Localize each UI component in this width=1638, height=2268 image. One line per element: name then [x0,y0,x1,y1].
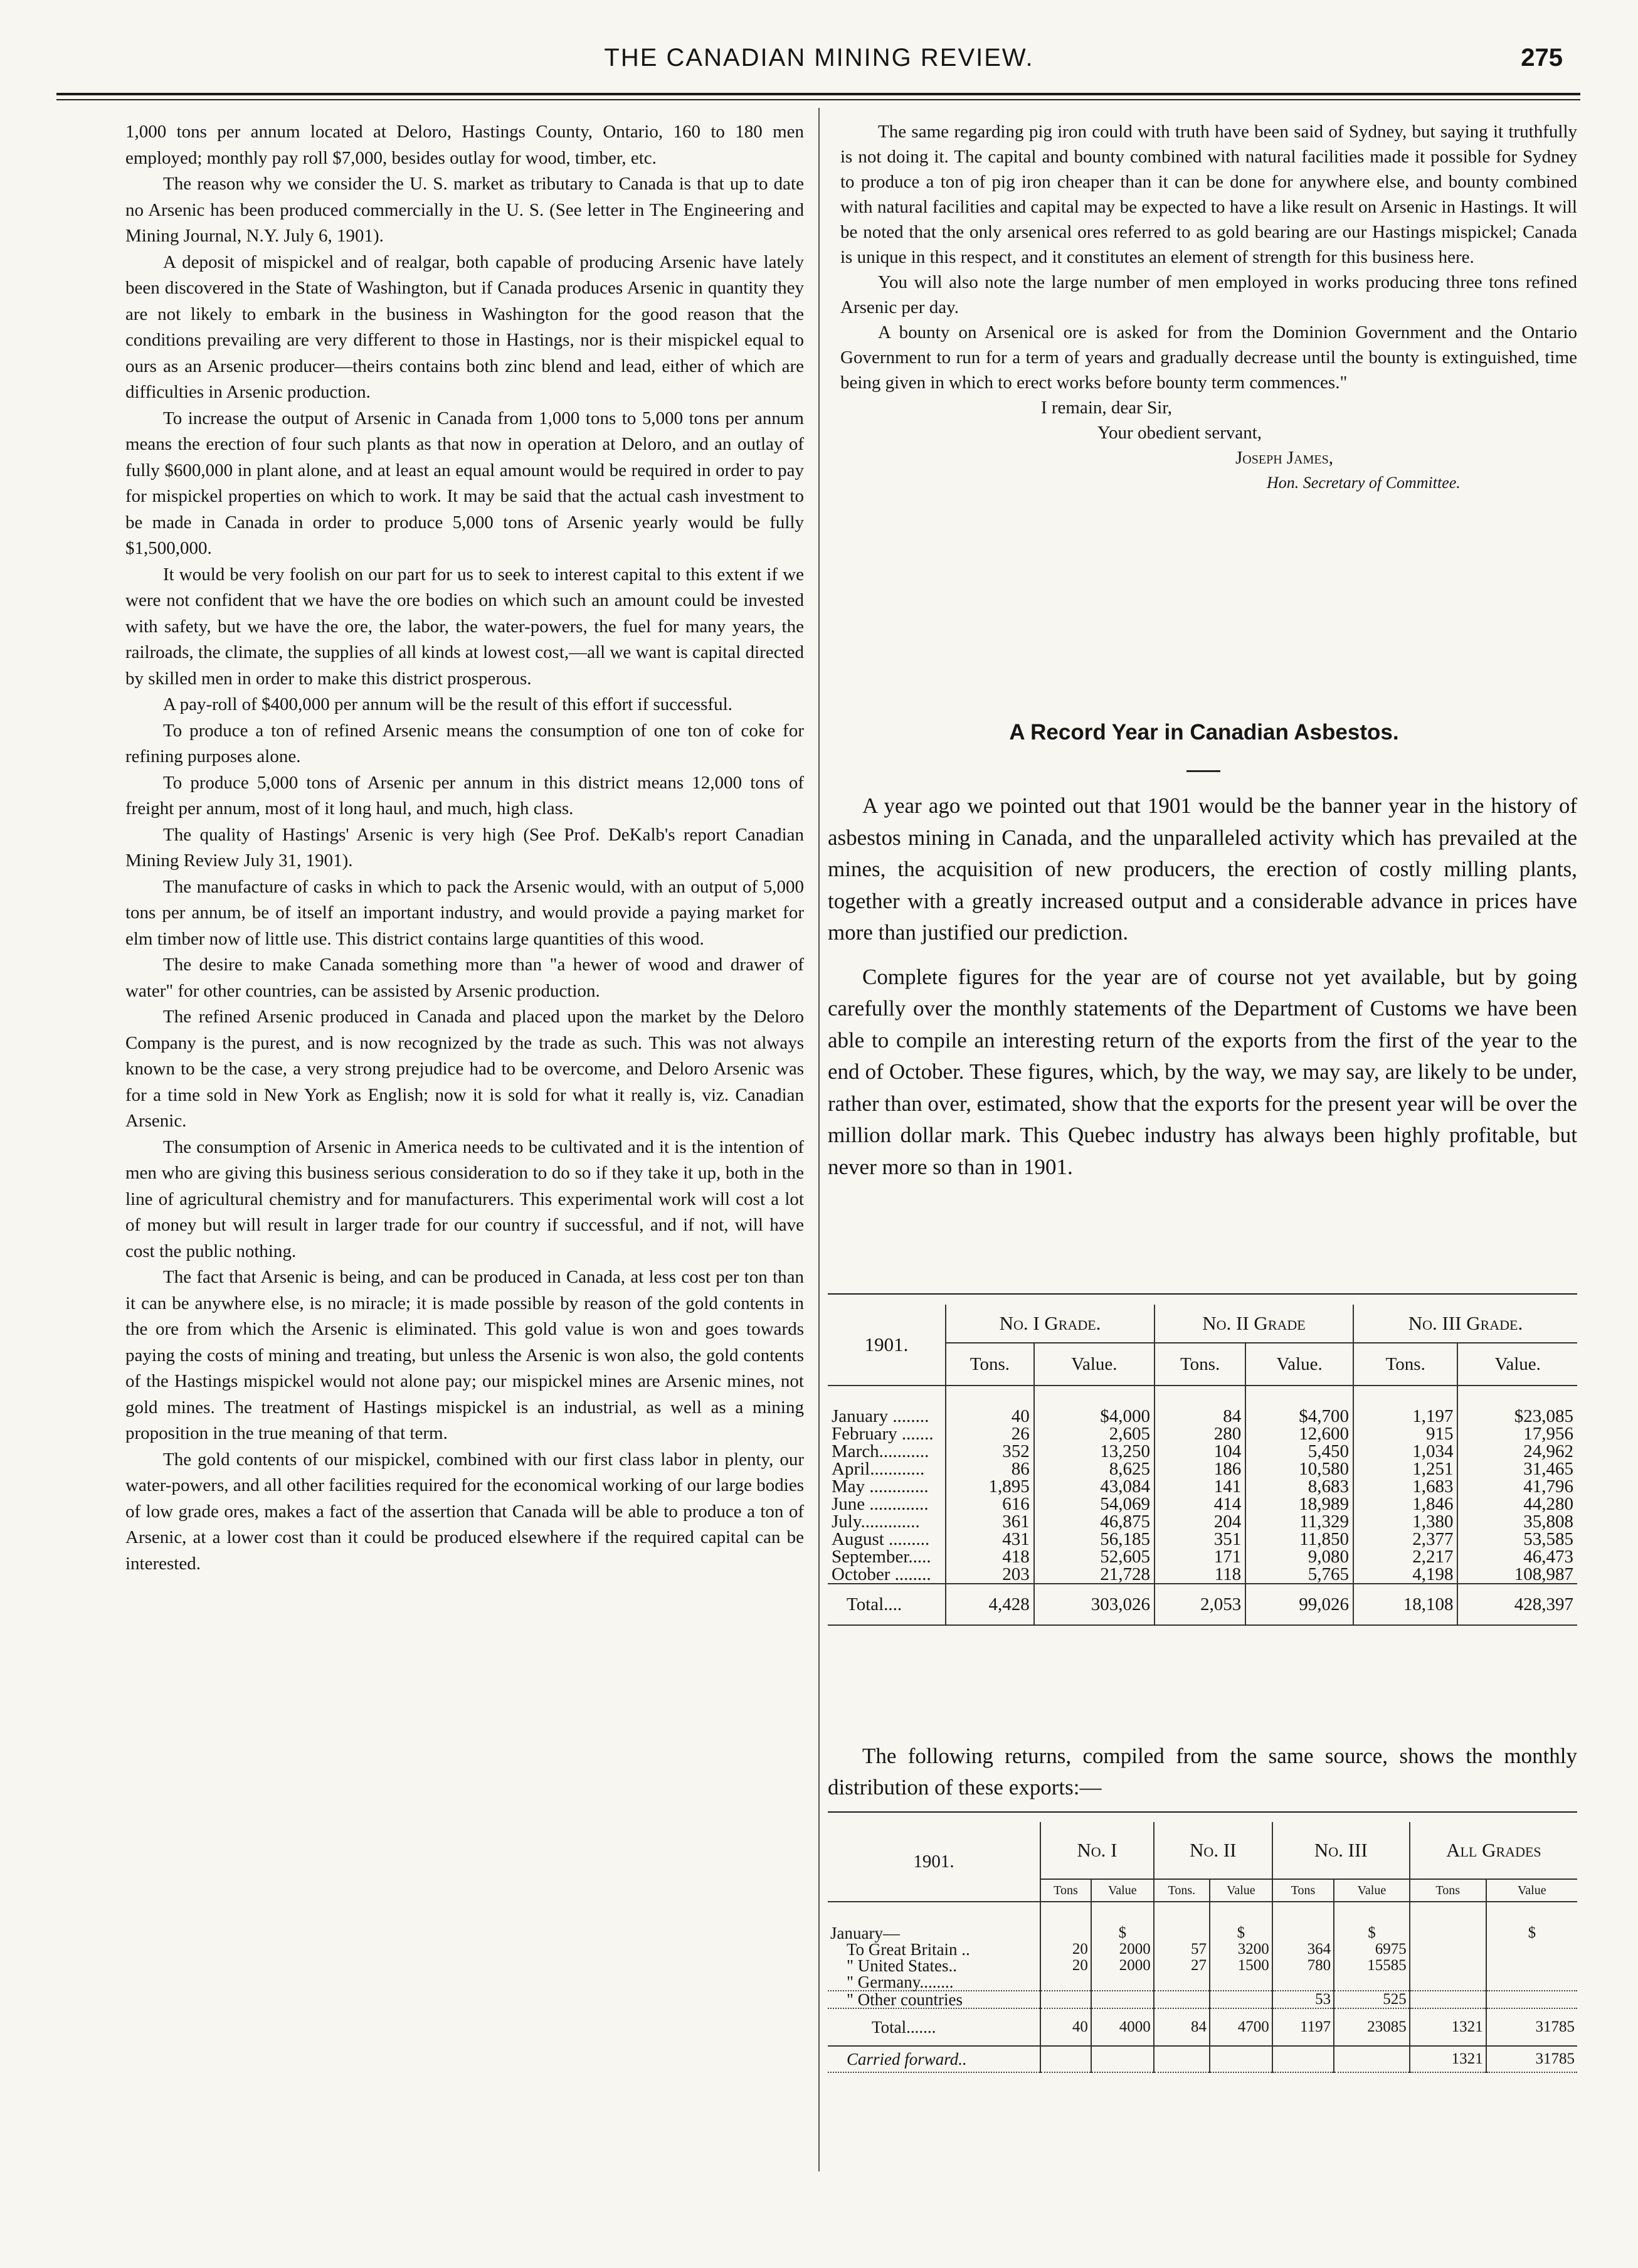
total-cell: 303,026 [1034,1584,1155,1625]
table-cell: 31,465 [1523,1459,1573,1479]
rule-cell [946,1386,1034,1407]
grade-header: No. I Grade. [946,1305,1155,1343]
month-label: February ....... [828,1425,946,1443]
currency-cell [1410,1925,1486,1941]
total-cell: 4700 [1210,2008,1272,2046]
left-paragraph: To increase the output of Arsenic in Canada from 1,000 tons to 5,000 tons per annum means the erection of four such plants as that now in operation at Deloro, and an outlay of fully $600,000 in plant alone, and at least an equal amount would be required in order to pay for mispickel properties on which to work. It may be said that the actual cash investment to be made in Canada in order to produce 5,000 tons of Arsenic yearly would be fully $1,500,000. [125,408,804,558]
table-year-label: 1901. [828,1305,946,1386]
rule-cell [1040,1902,1091,1925]
table-cell: 2,377 [1353,1530,1458,1548]
left-paragraph: A pay-roll of $400,000 per annum will be the result of this effort if successful. [163,694,732,714]
table-cell: 186 [1155,1460,1245,1478]
table-cell: $4,000 [1034,1407,1155,1425]
table-cell: 41,796 [1523,1476,1573,1497]
table-cell: 8,625 [1034,1460,1155,1478]
column-subheader: Value. [1494,1354,1541,1374]
rule-cell [1272,1902,1334,1925]
table-total-row [828,2008,1577,2046]
signature-servant: Your obedient servant, [1097,423,1262,443]
table-row [828,1548,1577,1566]
rule-cell [1410,1902,1486,1925]
rule-cell [1155,1386,1245,1407]
table-cell: 20 [1040,1941,1091,1958]
currency-cell: $ [1091,1925,1154,1941]
rule-cell [1034,1386,1155,1407]
table-cell: 1,895 [946,1478,1034,1495]
rule-cell [828,1386,946,1407]
table-cell [1486,1958,1577,1974]
table-cell: 12,600 [1245,1425,1353,1443]
table-cell: 5,765 [1245,1566,1353,1584]
table-cell [1410,1991,1486,2008]
month-label: August ......... [828,1530,946,1548]
table-cell: 780 [1272,1958,1334,1974]
column-subheader: Tons [1040,1879,1091,1902]
total-label: Total.... [828,1584,946,1625]
column-subheader: Value [1334,1879,1410,1902]
table-cell: 53,585 [1523,1529,1573,1549]
carried-cell [1091,2046,1154,2072]
table-cell: 1500 [1210,1958,1272,1974]
grade-header: No. II [1154,1822,1272,1879]
table-cell: 351 [1155,1530,1245,1548]
table-cell: 13,250 [1034,1443,1155,1460]
table-header-row [828,1305,1577,1343]
table-row [828,1958,1577,1974]
table-cell: 4,198 [1353,1566,1458,1584]
table-cell: 204 [1155,1513,1245,1530]
currency-cell: $ [1528,1924,1536,1941]
letter-paragraph: The same regarding pig iron could with truth have been said of Sydney, but saying it truthfully is not doing it. The capital and bounty combined with natural facilities made it possible for Sydney to produce a ton of pig iron cheaper than it can be done for anywhere else, and bounty combined with natural facilities and capital may be expected to have a like result on Arsenic in Hastings. It will be noted that the only arsenical ores referred to as gold bearing are our Hastings mispickel; Canada is unique in this respect, and it constitutes an element of strength for this business here. [840,122,1577,267]
table-cell [1486,1974,1577,1991]
table-cell [1334,1974,1410,1991]
table-cell [1410,1941,1486,1958]
table-total-row [828,1584,1577,1625]
table-cell [1154,1974,1210,1991]
table-cell: 118 [1155,1566,1245,1584]
table2-top-rule [828,1811,1577,1813]
table-row [828,1991,1577,2008]
table-cell: 24,962 [1523,1441,1573,1461]
total-cell: 4000 [1091,2008,1154,2046]
table-cell: 361 [946,1513,1034,1530]
article-body [828,790,1577,1195]
table-cell: 9,080 [1245,1548,1353,1566]
left-paragraph: The gold contents of our mispickel, combined with our first class labor in plenty, our water-powers, and all other facilities required for the economical working of our large bodies of low grade ores, makes a fact of the assertion that Canada will be able to produce a ton of Arsenic, at a lower cost than it could be produced elsewhere if the required capital can be interested. [125,1449,804,1574]
month-label: September..... [828,1548,946,1566]
month-label: April............ [828,1460,946,1478]
total-cell: 1197 [1272,2008,1334,2046]
header-rule-thick [56,93,1580,95]
total-cell: 31785 [1486,2008,1577,2046]
carried-cell [1334,2046,1410,2072]
column-divider [818,108,820,2171]
table-cell: 1,683 [1353,1478,1458,1495]
carried-cell [1210,2046,1272,2072]
column-subheader: Value [1518,1884,1546,1897]
table-cell: 15585 [1334,1958,1410,1974]
table-cell: 17,956 [1523,1424,1573,1444]
currency-cell [1154,1925,1210,1941]
table-header-row [828,1822,1577,1879]
table-cell: 414 [1155,1495,1245,1513]
table-row [828,1443,1577,1460]
rule-cell [1245,1386,1353,1407]
table-cell: 2,217 [1353,1548,1458,1566]
table-row [828,1407,1577,1425]
left-paragraph: The fact that Arsenic is being, and can be produced in Canada, at less cost per ton than it can be anywhere else, is no miracle; it is made possible by reason of the gold contents in the ore from which the Arsenic is eliminated. This gold value is won and goes towards paying the costs of mining and treating, but unless the Arsenic is won also, the gold contents of the Hastings mispickel would not alone pay; our mispickel mines are Arsenic mines, not gold mines. The treatment of Hastings mispickel is an industrial, as well as a mining proposition in the true meaning of that term. [125,1267,804,1443]
month-label: January— [828,1925,1040,1941]
left-column [125,119,804,1577]
total-cell: 2,053 [1155,1584,1245,1625]
table-cell: 43,084 [1034,1478,1155,1495]
page-number: 275 [1521,44,1563,72]
month-label: May ............. [828,1478,946,1495]
table-cell [1210,1974,1272,1991]
table-cell [1210,1991,1272,2008]
carried-cell: 31785 [1486,2046,1577,2072]
table-row [828,1425,1577,1443]
table2-intro [828,1741,1577,1803]
table-cell: 203 [946,1566,1034,1584]
table-cell: 46,875 [1034,1513,1155,1530]
signature-block [840,395,1577,495]
letter-paragraph: A bounty on Arsenical ore is asked for from the Dominion Government and the Ontario Government to run for a term of years and gradually decrease until the bounty is extinguished, time being given in which to erect works before bounty term commences." [840,322,1577,393]
destination-label: " Germany........ [828,1974,1040,1991]
table-cell: 11,329 [1245,1513,1353,1530]
table-cell: 35,808 [1523,1512,1573,1532]
total-cell: 18,108 [1353,1584,1458,1625]
table-cell: 44,280 [1523,1494,1573,1514]
left-paragraph: It would be very foolish on our part for us to seek to interest capital to this extent if we were not confident that we have the ore bodies on which such an amount could be invested with safety, but we have the ore, the labor, the water-powers, the fuel for many years, the railroads, the climate, the supplies of all kinds at lowest cost,—all we want is capital directed by skilled men in order to make this district prosperous. [125,564,804,689]
table-cell: 1,034 [1353,1443,1458,1460]
table-cell: $23,085 [1514,1406,1573,1426]
table-cell [1091,1991,1154,2008]
table-cell: 11,850 [1245,1530,1353,1548]
table-cell: 1,197 [1353,1407,1458,1425]
currency-cell: $ [1334,1925,1410,1941]
left-paragraph: The quality of Hastings' Arsenic is very high (See Prof. DeKalb's report Canadian Mining Review July 31, 1901). [125,824,804,871]
table-cell [1091,1974,1154,1991]
currency-cell [1040,1925,1091,1941]
table-cell: 1,846 [1353,1495,1458,1513]
table-cell: 525 [1334,1991,1410,2008]
table-cell [1486,1991,1577,2008]
table-cell: 52,605 [1034,1548,1155,1566]
article-paragraph: Complete figures for the year are of course not yet available, but by going carefully over the monthly statements of the Department of Customs we have been able to compile an interesting return of the exports from the first of the year to the end of October. These figures, which, by the way, we may say, are likely to be under, rather than over, estimated, show that the exports for the present year will be over the million dollar mark. This Quebec industry has always been highly profitable, but never more so than in 1901. [828,964,1577,1179]
carried-forward-label: Carried forward.. [828,2046,1040,2072]
page-header [0,44,1638,82]
carried-cell [1154,2046,1210,2072]
table-year-label: 1901. [828,1822,1040,1902]
total-cell: 84 [1154,2008,1210,2046]
table-cell: 20 [1040,1958,1091,1974]
column-subheader: Tons. [1155,1343,1245,1386]
table-cell: 21,728 [1034,1566,1155,1584]
table-cell: 84 [1155,1407,1245,1425]
table-cell: 56,185 [1034,1530,1155,1548]
table-cell: 1,251 [1353,1460,1458,1478]
table-cell: 280 [1155,1425,1245,1443]
table-cell: 40 [946,1407,1034,1425]
table-cell: 86 [946,1460,1034,1478]
currency-cell: $ [1210,1925,1272,1941]
month-row [828,1925,1577,1941]
signature-name: Joseph James, [1235,448,1333,468]
table-cell: $4,700 [1245,1407,1353,1425]
table-cell: 2000 [1091,1941,1154,1958]
grade-header: No. II Grade [1155,1305,1353,1343]
table-row [828,1974,1577,1991]
destination-label: To Great Britain .. [828,1941,1040,1958]
table-cell: 5,450 [1245,1443,1353,1460]
table-cell: 2000 [1091,1958,1154,1974]
total-cell: 99,026 [1245,1584,1353,1625]
header-rule-thin [56,99,1580,100]
table-cell: 6975 [1334,1941,1410,1958]
grade-header: No. III [1272,1822,1410,1879]
asbestos-grade-table [828,1305,1577,1626]
signature-role: Hon. Secretary of Committee. [1267,474,1461,492]
month-label: March........... [828,1443,946,1460]
table-cell: 54,069 [1034,1495,1155,1513]
carried-cell [1040,2046,1091,2072]
table-cell: 364 [1272,1941,1334,1958]
table-cell [1410,1974,1486,1991]
grade-header: No. I [1040,1822,1154,1879]
table-cell: 8,683 [1245,1478,1353,1495]
letter-paragraph: You will also note the large number of men employed in works producing three tons refined Arsenic per day. [840,272,1577,317]
month-label: June ............. [828,1495,946,1513]
article-paragraph: A year ago we pointed out that 1901 would be the banner year in the history of asbestos mining in Canada, and the unparalleled activity which has prevailed at the mines, the acquisition of new producers, the erection of costly milling plants, together with a greatly increased output and a considerable advance in prices have more than justified our prediction. [828,793,1577,945]
carried-forward-row [828,2046,1577,2072]
rule-cell [1154,1902,1210,1925]
left-paragraph: The refined Arsenic produced in Canada and placed upon the market by the Deloro Company is the purest, and is now recognized by the trade as such. This was not always known to be the case, a very strong prejudice had to be overcome, and Deloro Arsenic was for a time sold in New York as English; now it is sold for what it really is, viz. Canadian Arsenic. [125,1007,804,1131]
left-paragraph: The consumption of Arsenic in America needs to be cultivated and it is the intention of men who are giving this business serious consideration to do so if they take it up, both in the line of agricultural chemistry and for manufacturers. This experimental work will cost a lot of money but will result in larger trade for our country if successful, and if not, will have cost the public nothing. [125,1137,804,1261]
table-row [828,1566,1577,1584]
column-subheader: Tons. [946,1343,1034,1386]
table-cell [1272,1974,1334,1991]
table-row [828,1530,1577,1548]
total-cell: 40 [1040,2008,1091,2046]
destination-label: " Other countries [828,1991,1040,2008]
table-cell: 2,605 [1034,1425,1155,1443]
table-cell: 141 [1155,1478,1245,1495]
column-subheader: Value. [1245,1343,1353,1386]
rule-cell [1334,1902,1410,1925]
table-cell: 104 [1155,1443,1245,1460]
carried-cell [1272,2046,1334,2072]
table2-intro-text: The following returns, compiled from the same source, shows the monthly distribution of these exports:— [828,1744,1577,1799]
rule-cell [1486,1902,1577,1925]
total-cell: 1321 [1410,2008,1486,2046]
rule-cell [1457,1386,1577,1407]
article-title: A Record Year in Canadian Asbestos. [1009,720,1399,745]
table-row [828,1460,1577,1478]
table-cell: 18,989 [1245,1495,1353,1513]
column-subheader: Tons [1410,1879,1486,1902]
left-paragraph: 1,000 tons per annum located at Deloro, Hastings County, Ontario, 160 to 180 men employed; monthly pay roll $7,000, besides outlay for wood, timber, etc. [125,122,804,168]
table-cell [1486,1941,1577,1958]
table-cell: 915 [1353,1425,1458,1443]
total-cell: 4,428 [946,1584,1034,1625]
distribution-table [828,1822,1577,2073]
table-cell: 27 [1154,1958,1210,1974]
table-cell: 53 [1272,1991,1334,2008]
left-paragraph: To produce 5,000 tons of Arsenic per annum in this district means 12,000 tons of freight per annum, most of it long haul, and much, high class. [125,772,804,819]
table-row [828,1941,1577,1958]
total-cell: 23085 [1334,2008,1410,2046]
destination-label: " United States.. [828,1958,1040,1974]
carried-cell: 1321 [1410,2046,1486,2072]
table-row [828,1478,1577,1495]
grade-header: No. III Grade. [1353,1305,1577,1343]
currency-cell [1272,1925,1334,1941]
rule-cell [1353,1386,1458,1407]
month-label: July............. [828,1513,946,1530]
table-cell: 46,473 [1523,1547,1573,1567]
table-cell: 418 [946,1548,1034,1566]
table-cell: 352 [946,1443,1034,1460]
total-cell: 428,397 [1457,1584,1577,1625]
month-label: October ........ [828,1566,946,1584]
table-cell [1410,1958,1486,1974]
table-cell: 1,380 [1353,1513,1458,1530]
table-cell [1040,1974,1091,1991]
table-cell [1154,1991,1210,2008]
left-paragraph: The desire to make Canada something more than "a hewer of wood and drawer of water" for other countries, can be assisted by Arsenic production. [125,955,804,1001]
left-paragraph: To produce a ton of refined Arsenic means the consumption of one ton of coke for refining purposes alone. [125,720,804,766]
table-cell: 10,580 [1245,1460,1353,1478]
rule-cell [828,1902,1040,1925]
column-subheader: Tons. [1154,1879,1210,1902]
rule-cell [1210,1902,1272,1925]
table-row [828,1495,1577,1513]
signature-closing: I remain, dear Sir, [1041,398,1173,418]
table-cell: 616 [946,1495,1034,1513]
table-cell: 57 [1154,1941,1210,1958]
column-subheader: Value [1210,1879,1272,1902]
grade-header: All Grades [1410,1822,1577,1879]
month-label: January ........ [828,1407,946,1425]
journal-title: THE CANADIAN MINING REVIEW. [604,44,1034,72]
table-cell [1040,1991,1091,2008]
rule-cell [1091,1902,1154,1925]
column-subheader: Tons [1272,1879,1334,1902]
left-paragraph: The reason why we consider the U. S. market as tributary to Canada is that up to date no Arsenic has been produced commercially in the U. S. (See letter in The Engineering and Mining Journal, N.Y. July 6, 1901). [125,174,804,246]
table-row [828,1513,1577,1530]
rule-row [828,1902,1577,1925]
column-subheader: Value [1091,1879,1154,1902]
column-subheader: Tons. [1353,1343,1458,1386]
left-paragraph: The manufacture of casks in which to pack the Arsenic would, with an output of 5,000 tons per annum, be of itself an important industry, and would provide a paying market for elm timber now of little use. This district contains large quantities of this wood. [125,876,804,949]
table-cell: 171 [1155,1548,1245,1566]
table1-top-rule [828,1293,1577,1295]
title-dash [1186,770,1220,772]
total-label: Total....... [828,2008,1040,2046]
table-cell: 26 [946,1425,1034,1443]
left-paragraph: A deposit of mispickel and of realgar, both capable of producing Arsenic have lately been discovered in the State of Washington, but if Canada produces Arsenic in quantity they are not likely to embark in the business in Washington for the good reason that the conditions prevailing are very different to those in Hastings, nor is their mispickel equal to ours as an Arsenic producer—theirs contains both zinc blend and lead, either of which are difficulties in Arsenic production. [125,252,804,402]
table-cell: 108,987 [1514,1564,1573,1584]
column-subheader: Value. [1034,1343,1155,1386]
rule-row [828,1386,1577,1407]
table-cell: 3200 [1210,1941,1272,1958]
table-cell: 431 [946,1530,1034,1548]
letter-continuation [840,119,1577,495]
